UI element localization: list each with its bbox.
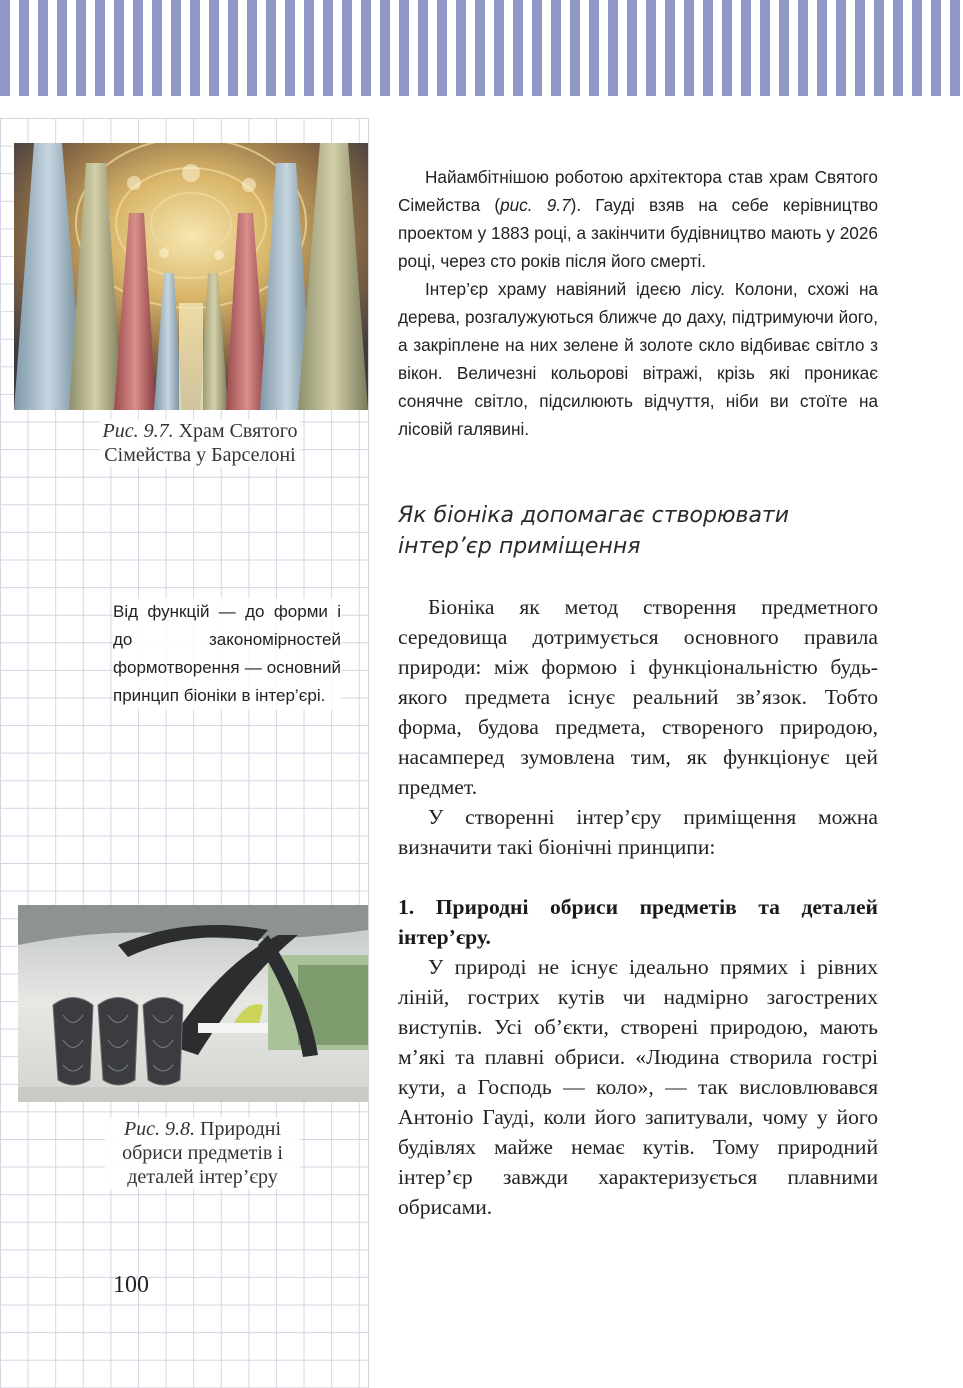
bionic-interior-photo bbox=[18, 905, 368, 1102]
figure-9-7-caption-text: Храм Святого Сімейства у Барселоні bbox=[104, 420, 298, 466]
body-text bbox=[398, 592, 878, 862]
figure-9-7-ref: Рис. 9.7. bbox=[102, 420, 174, 442]
page-number: 100 bbox=[113, 1272, 149, 1298]
intro-text bbox=[398, 163, 878, 443]
sagrada-familia-interior-photo bbox=[14, 143, 368, 410]
principle-1-text bbox=[398, 952, 878, 1222]
intro-paragraph-1 bbox=[398, 163, 878, 275]
body-paragraph-2: У створенні інтер’єру приміщення можна визначити такі біонічні принципи: bbox=[398, 805, 878, 859]
decorative-stripe-band bbox=[0, 0, 963, 96]
intro-paragraph-2: Інтер’єр храму навіяний ідеєю лісу. Колони, схожі на дерева, розгалужуються ближче до даху, підтримуючи його, а закріплене на них зелене й золоте скло відбиває світло з вікон. Величезні кольорові вітражі, крізь які проникає сонячне світло, підсилюють відчуття, ніби ви стоїте на лісовій галявині. bbox=[398, 279, 878, 439]
figure-9-8-ref: Рис. 9.8. bbox=[123, 1118, 196, 1140]
body-paragraph-1: Біоніка як метод створення предметного середовища дотримується основного правила природи: між формою і функціональністю будь-якого предмета існує реальний зв’язок. Тобто форма, будова предмета, створеного природою, насамперед зумовлена тим, як функціонує цей предмет. bbox=[398, 595, 878, 799]
principle-1-heading: 1. Природні обриси предметів та деталей інтер’єру. bbox=[398, 895, 878, 949]
intro-p1-end: ). Гауді взяв на себе керівництво проектом у 1883 році, а закінчити будівництво мають у 2026 році, через сто років після його смерті. bbox=[398, 195, 879, 271]
figure-9-8-caption bbox=[105, 1117, 300, 1189]
figure-reference: рис. 9.7 bbox=[500, 195, 571, 215]
side-note: Від функцій — до форми і до закономірностей формотворення — основний принцип біоніки в інтер’єрі. bbox=[113, 598, 341, 710]
intro-p1-start: Найамбітнішою роботою архітектора став храм Святого Сімейства ( bbox=[398, 167, 878, 215]
principle-1-paragraph: У природі не існує ідеально прямих і рівних ліній, гострих кутів чи надмірно загострених виступів. Усі об’єкти, створені природою, мають м’які та плавні обриси. «Людина створила гострі кути, а Господь — коло», — так висловлювався Антоніо Гауді, коли його запитували, чому у його будівлях майже немає кутів. Тому природний інтер’єр завжди характеризується плавними обрисами. bbox=[398, 955, 878, 1219]
figure-9-8-caption-text: Природні обриси предметів і деталей інтер’єру bbox=[122, 1118, 283, 1188]
figure-9-7-caption bbox=[100, 419, 300, 467]
section-heading: Як біоніка допомагає створювати інтер’єр приміщення bbox=[398, 503, 790, 559]
